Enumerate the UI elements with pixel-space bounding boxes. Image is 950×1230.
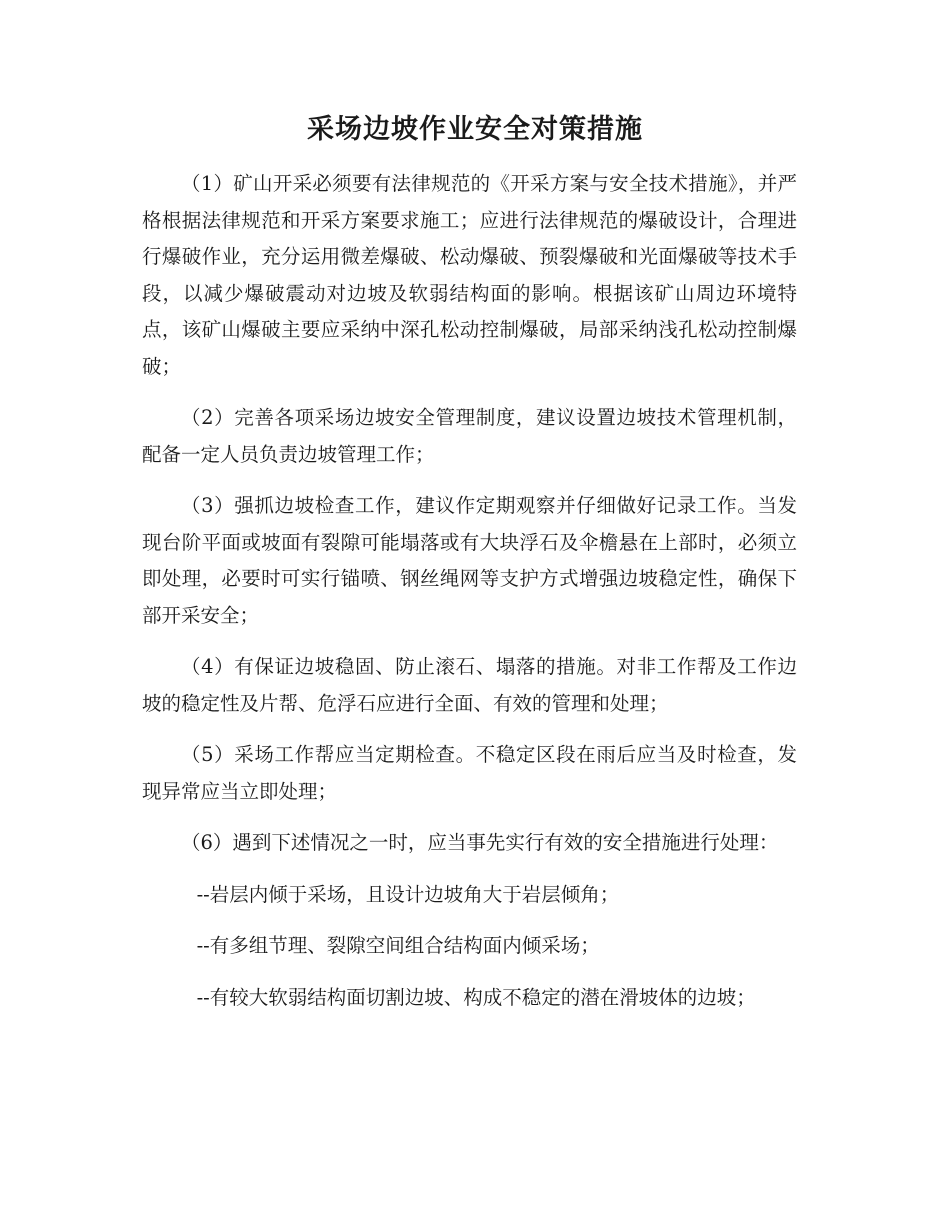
paragraph-3: （3）强抓边坡检查工作，建议作定期观察并仔细做好记录工作。当发现台阶平面或坡面有裂隙可能塌落或有大块浮石及伞檐悬在上部时，必须立即处理，必要时可实行锚喷、钢丝绳网等支护方式增强边坡稳定性，确保下部开采安全； <box>142 494 797 627</box>
list-item-condition-1: --岩层内倾于采场，且设计边坡角大于岩层倾角； <box>196 882 620 906</box>
list-item-condition-3: --有较大软弱结构面切割边坡、构成不稳定的潜在滑坡体的边坡； <box>196 985 756 1009</box>
paragraph-2: （2）完善各项采场边坡安全管理制度，建议设置边坡技术管理机制，配备一定人员负责边坡管理工作； <box>142 406 797 466</box>
paragraph-4: （4）有保证边坡稳固、防止滚石、塌落的措施。对非工作帮及工作边坡的稳定性及片帮、危浮石应进行全面、有效的管理和处理； <box>142 655 797 715</box>
paragraph-5: （5）采场工作帮应当定期检查。不稳定区段在雨后应当及时检查，发现异常应当立即处理； <box>142 743 797 803</box>
paragraph-6: （6）遇到下述情况之一时，应当事先实行有效的安全措施进行处理： <box>181 831 779 854</box>
list-item-condition-2: --有多组节理、裂隙空间组合结构面内倾采场； <box>196 934 600 957</box>
document-title: 采场边坡作业安全对策措施 <box>307 114 643 145</box>
document-body <box>142 166 797 1031</box>
paragraph-1: （1）矿山开采必须要有法律规范的《开采方案与安全技术措施》，并严格根据法律规范和开采方案要求施工；应进行法律规范的爆破设计，合理进行爆破作业，充分运用微差爆破、松动爆破、预裂爆破和光面爆破等技术手段，以减少爆破震动对边坡及软弱结构面的影响。根据该矿山周边环境特点，该矿山爆破主要应采纳中深孔松动控制爆破，局部采纳浅孔松动控制爆破； <box>142 172 797 378</box>
